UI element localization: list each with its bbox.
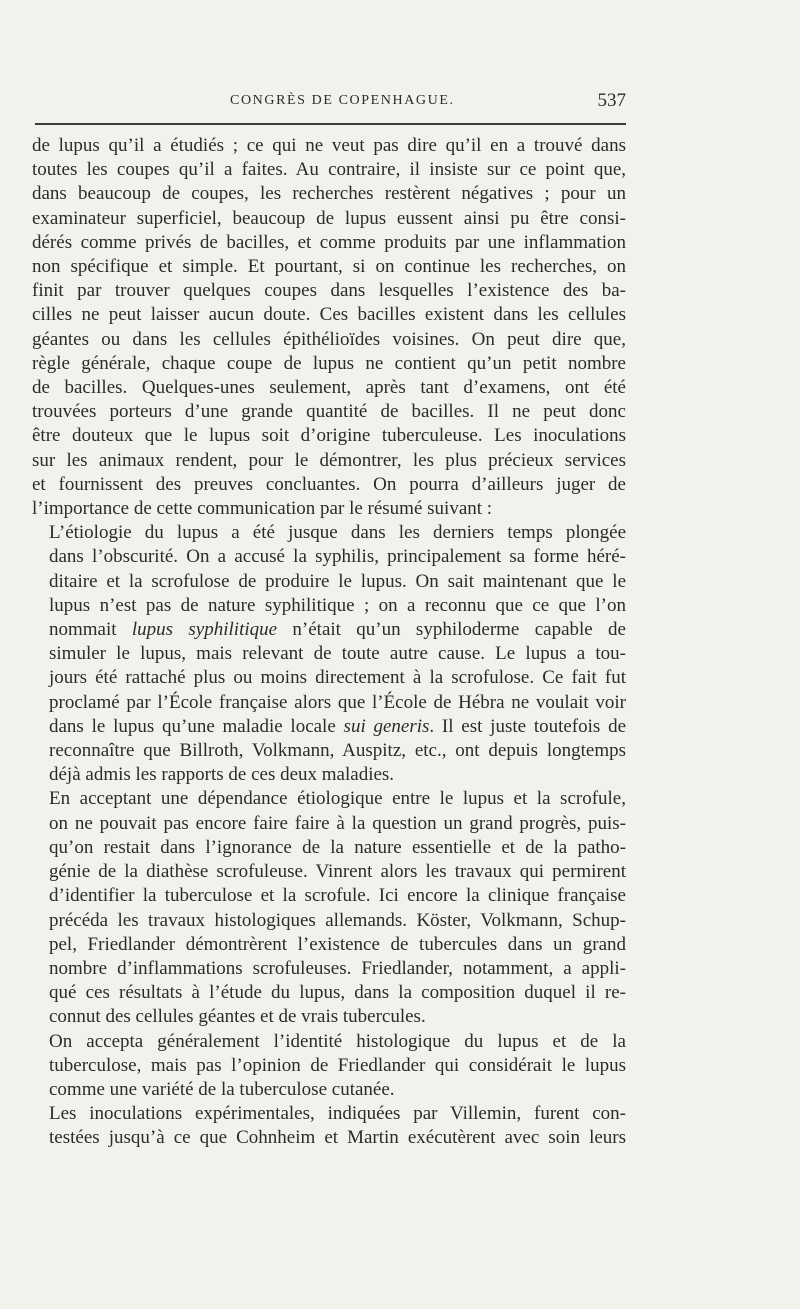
paragraph bbox=[32, 521, 626, 787]
text-line: comme une variété de la tuberculose cutanée. bbox=[49, 1078, 395, 1100]
text-line: connut des cellules géantes et de vrais tubercules. bbox=[49, 1006, 426, 1028]
body-text bbox=[32, 134, 626, 1151]
text-line: et fournissent des preuves concluantes. On pourra d’ailleurs juger de bbox=[32, 473, 626, 495]
text-line: pel, Friedlander démontrèrent l’existence de tubercules dans un grand bbox=[49, 933, 626, 955]
text-line: nombre d’inflammations scrofuleuses. Friedlander, notamment, a appli- bbox=[49, 957, 626, 979]
text-line: reconnaître que Billroth, Volkmann, Auspitz, etc., ont depuis longtemps bbox=[49, 740, 626, 762]
text-line: cilles ne peut laisser aucun doute. Ces bacilles existent dans les cellules bbox=[32, 304, 626, 326]
text-line: déjà admis les rapports de ces deux maladies. bbox=[49, 764, 395, 786]
text-line: tuberculose, mais pas l’opinion de Friedlander qui considérait le lupus bbox=[49, 1054, 626, 1076]
text-line: être douteux que le lupus soit d’origine tuberculeuse. Les inoculations bbox=[32, 425, 626, 447]
italic-phrase: lupus syphilitique bbox=[131, 619, 278, 641]
text-line: lupus n’est pas de nature syphilitique ; on a reconnu que ce que l’on bbox=[49, 594, 626, 616]
text-line: de lupus qu’il a étudiés ; ce qui ne veut pas dire qu’il en a trouvé dans bbox=[32, 135, 626, 156]
text-line: trouvées porteurs d’une grande quantité de bacilles. Il ne peut donc bbox=[32, 401, 626, 423]
book-page bbox=[32, 88, 626, 1151]
text-line: simuler le lupus, mais relevant de toute autre cause. Le lupus a tou- bbox=[49, 643, 626, 665]
paragraph bbox=[32, 787, 626, 1029]
text-line: dans le lupus qu’une maladie locale sui generis. Il est juste toutefois de bbox=[49, 715, 627, 737]
page-number: 537 bbox=[597, 90, 626, 111]
text-line: ditaire et la scrofulose de produire le lupus. On sait maintenant que le bbox=[49, 570, 626, 592]
text-line: testées jusqu’à ce que Cohnheim et Martin exécutèrent avec soin leurs bbox=[49, 1127, 626, 1149]
paragraph bbox=[32, 134, 626, 521]
text-line: L’étiologie du lupus a été jusque dans les derniers temps plongée bbox=[49, 522, 626, 544]
text-line: dans l’obscurité. On a accusé la syphilis, principalement sa forme héré- bbox=[49, 546, 626, 568]
text-line: qué ces résultats à l’étude du lupus, dans la composition duquel il re- bbox=[49, 982, 626, 1004]
text-line: proclamé par l’École française alors que l’École de Hébra ne voulait voir bbox=[49, 691, 626, 713]
text-line: précéda les travaux histologiques allemands. Köster, Volkmann, Schup- bbox=[49, 909, 626, 931]
text-line: dans beaucoup de coupes, les recherches restèrent négatives ; pour un bbox=[32, 183, 626, 205]
text-line: non spécifique et simple. Et pourtant, si on continue les recherches, on bbox=[32, 256, 626, 278]
text-line: nommait lupus syphilitique n’était qu’un syphiloderme capable de bbox=[49, 619, 626, 641]
text-line: Les inoculations expérimentales, indiquées par Villemin, furent con- bbox=[49, 1103, 626, 1125]
text-line: qu’on restait dans l’ignorance de la nature essentielle et de la patho- bbox=[49, 836, 626, 858]
text-line: règle générale, chaque coupe de lupus ne contient qu’un petit nombre bbox=[32, 352, 626, 374]
text-line: On accepta généralement l’identité histologique du lupus et de la bbox=[49, 1030, 626, 1052]
text-line: dérés comme privés de bacilles, et comme produits par une inflammation bbox=[32, 231, 626, 253]
text-line: génie de la diathèse scrofuleuse. Vinrent alors les travaux qui permirent bbox=[49, 861, 626, 883]
text-line: jours été rattaché plus ou moins directement à la scrofulose. Ce fait fut bbox=[49, 667, 626, 689]
text-line: d’identifier la tuberculose et la scrofule. Ici encore la clinique française bbox=[49, 885, 626, 907]
header-rule bbox=[35, 123, 626, 125]
paragraph bbox=[32, 1030, 626, 1103]
text-line: de bacilles. Quelques-unes seulement, après tant d’examens, ont été bbox=[32, 377, 626, 399]
italic-phrase: sui generis bbox=[343, 715, 430, 737]
paragraph bbox=[32, 1102, 626, 1150]
text-line: toutes les coupes qu’il a faites. Au contraire, il insiste sur ce point que, bbox=[32, 159, 626, 181]
running-head bbox=[32, 88, 626, 114]
text-line: sur les animaux rendent, pour le démontrer, les plus précieux services bbox=[32, 449, 626, 471]
text-line: on ne pouvait pas encore faire faire à la question un grand progrès, puis- bbox=[49, 812, 626, 834]
running-title: CONGRÈS DE COPENHAGUE. bbox=[230, 93, 455, 108]
text-line: finit par trouver quelques coupes dans lesquelles l’existence des ba- bbox=[32, 280, 626, 302]
text-line: l’importance de cette communication par le résumé suivant : bbox=[32, 498, 493, 520]
text-line: examinateur superficiel, beaucoup de lupus eussent ainsi pu être consi- bbox=[32, 207, 626, 229]
text-line: géantes ou dans les cellules épithélioïdes voisines. On peut dire que, bbox=[32, 328, 626, 350]
text-line: En acceptant une dépendance étiologique entre le lupus et la scrofule, bbox=[49, 788, 626, 810]
